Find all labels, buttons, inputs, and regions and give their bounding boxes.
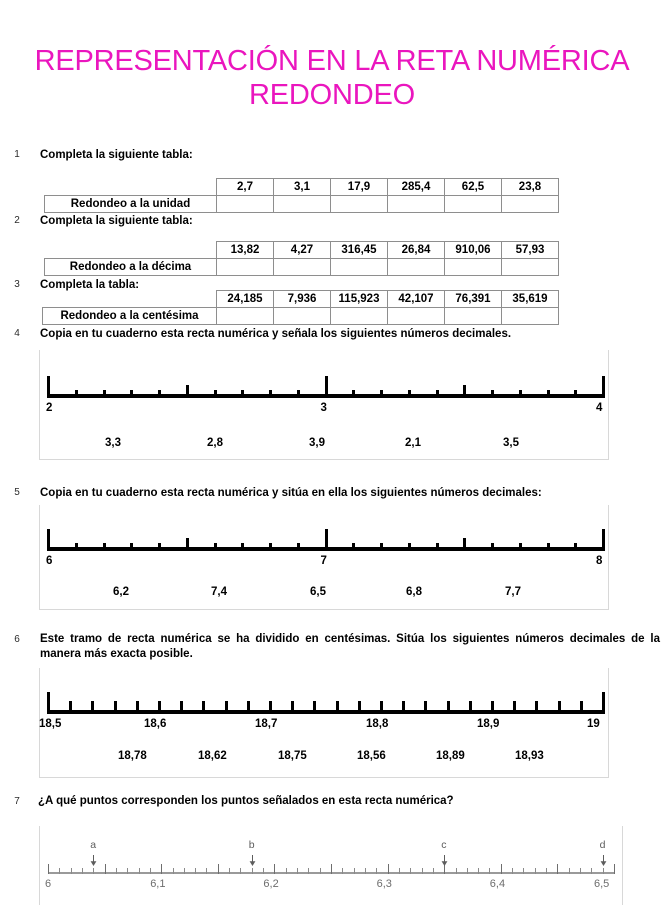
numberline-tick	[184, 868, 185, 874]
numberline-tick	[402, 701, 405, 714]
numberline-tick	[410, 868, 411, 874]
table-answer-cell[interactable]	[445, 196, 502, 213]
exercise-number-5: 5	[14, 487, 20, 498]
numberline-tick	[269, 543, 272, 551]
table-corner-cell	[45, 242, 217, 259]
answer-value: 18,89	[436, 750, 465, 762]
numberline-tick	[352, 543, 355, 551]
answer-value: 18,56	[357, 750, 386, 762]
numberline-axis-label: 2	[46, 402, 53, 414]
numberline-tick	[186, 385, 189, 398]
numberline-tick	[150, 868, 151, 874]
numberline-tick	[313, 701, 316, 714]
table-header-cell: 62,5	[445, 179, 502, 196]
page-title	[0, 44, 664, 112]
numberline-tick	[186, 538, 189, 551]
table-row	[45, 196, 559, 213]
numberline-tick	[352, 390, 355, 398]
numberline-tick	[467, 868, 468, 874]
numberline-tick	[69, 701, 72, 714]
numberline-tick	[603, 868, 604, 874]
numberline-tick	[130, 390, 133, 398]
table-answer-cell[interactable]	[331, 196, 388, 213]
table-header-cell: 910,06	[445, 242, 502, 259]
exercise-prompt-6: Este tramo de recta numérica se ha dividido en centésimas. Sitúa los siguientes números decimales de la manera más exacta posible.	[40, 633, 660, 660]
numberline-axis-label: 18,6	[144, 718, 167, 730]
table-header-cell: 35,619	[502, 291, 559, 308]
numberline-tick	[48, 864, 49, 874]
numberline-tick	[297, 390, 300, 398]
exercise-prompt-7: ¿A qué puntos corresponden los puntos señalados en esta recta numérica?	[38, 795, 454, 807]
numberline-tick	[478, 868, 479, 874]
numberline-marker-label-d: d	[599, 839, 606, 851]
numberline-tick	[93, 868, 94, 874]
exercise-prompt-4: Copia en tu cuaderno esta recta numérica y señala los siguientes números decimales.	[40, 328, 512, 340]
numberline-tick	[229, 868, 230, 874]
numberline-marker-arrow-d	[600, 853, 607, 864]
numberline-tick	[291, 701, 294, 714]
exercise-prompt-1: Completa la siguiente tabla:	[40, 149, 193, 161]
numberline-marker-label-b: b	[248, 839, 255, 851]
numberline-tick	[336, 701, 339, 714]
answer-value: 6,8	[406, 586, 422, 598]
numberline-tick	[491, 701, 494, 714]
numberline-tick	[325, 529, 328, 551]
numberline-tick	[513, 701, 516, 714]
exercise-prompt-3: Completa la tabla:	[40, 279, 140, 291]
numberline-tick	[422, 868, 423, 874]
numberline-axis-label: 6,3	[376, 878, 392, 890]
numberline-marker-arrow-c	[441, 853, 448, 864]
numberline-tick	[127, 868, 128, 874]
numberline-tick	[325, 376, 328, 398]
table-answer-cell[interactable]	[502, 259, 559, 276]
numberline-tick	[75, 390, 78, 398]
numberline-tick	[47, 376, 50, 398]
table-answer-cell[interactable]	[274, 196, 331, 213]
table-row	[43, 308, 559, 325]
answer-value: 18,93	[515, 750, 544, 762]
answer-value: 7,7	[505, 586, 521, 598]
numberline-tick	[47, 529, 50, 551]
exercise-number-3: 3	[14, 279, 20, 290]
answer-value: 18,75	[278, 750, 307, 762]
numberline-tick	[158, 701, 161, 714]
numberline-tick	[408, 390, 411, 398]
table-header-cell: 115,923	[331, 291, 388, 308]
numberline-tick	[139, 868, 140, 874]
numberline-axis-label: 19	[587, 718, 600, 730]
table-row	[45, 259, 559, 276]
numberline-axis-label: 18,9	[477, 718, 500, 730]
answer-value: 7,4	[211, 586, 227, 598]
table-answer-cell[interactable]	[502, 308, 559, 325]
numberline-tick	[491, 390, 494, 398]
numberline-tick	[136, 701, 139, 714]
exercise-number-6: 6	[14, 634, 20, 645]
numberline-axis-label: 7	[320, 555, 327, 567]
table-header-cell: 42,107	[388, 291, 445, 308]
numberline-tick	[557, 864, 558, 874]
numberline-tick	[558, 701, 561, 714]
numberline-tick	[342, 868, 343, 874]
table-header-cell: 4,27	[274, 242, 331, 259]
numberline-tick	[535, 701, 538, 714]
numberline-frame-7	[39, 826, 623, 905]
numberline-tick	[614, 864, 615, 874]
numberline-axis-label: 3	[320, 402, 327, 414]
numberline-tick	[269, 390, 272, 398]
table-answer-cell[interactable]	[388, 259, 445, 276]
table-header-row	[45, 179, 559, 196]
numberline-axis	[47, 710, 605, 714]
exercise-number-1: 1	[14, 149, 20, 160]
answer-value: 2,8	[207, 437, 223, 449]
numberline-tick	[569, 868, 570, 874]
numberline-tick	[399, 868, 400, 874]
numberline-tick	[380, 543, 383, 551]
numberline-tick	[297, 543, 300, 551]
numberline-tick	[82, 868, 83, 874]
table-row-label: Redondeo a la centésima	[43, 308, 217, 325]
numberline-axis-label: 8	[596, 555, 603, 567]
numberline-tick	[380, 701, 383, 714]
table-answer-cell[interactable]	[217, 259, 274, 276]
numberline-axis-label: 6,4	[489, 878, 506, 890]
numberline-marker-label-c: c	[441, 839, 447, 851]
numberline-tick	[286, 868, 287, 874]
table-row-label: Redondeo a la décima	[45, 259, 217, 276]
numberline-tick	[433, 868, 434, 874]
numberline-tick	[380, 390, 383, 398]
numberline-axis-label: 6,2	[263, 878, 279, 890]
rounding-table-3	[42, 290, 559, 325]
numberline-tick	[447, 701, 450, 714]
numberline-tick	[365, 868, 366, 874]
numberline-tick	[297, 868, 298, 874]
numberline-axis-label: 6,5	[594, 878, 610, 890]
numberline-tick	[269, 701, 272, 714]
numberline-tick	[491, 543, 494, 551]
exercise-prompt-2: Completa la siguiente tabla:	[40, 215, 193, 227]
rounding-table-2	[44, 241, 559, 276]
answer-value: 6,5	[310, 586, 326, 598]
numberline-axis-label: 18,7	[255, 718, 278, 730]
numberline-tick	[173, 868, 174, 874]
numberline-tick	[71, 868, 72, 874]
numberline-tick	[408, 543, 411, 551]
rounding-table-1	[44, 178, 559, 213]
numberline-tick	[161, 864, 162, 874]
table-header-cell: 24,185	[217, 291, 274, 308]
page-title-line-2: REDONDEO	[249, 79, 415, 111]
table-answer-cell[interactable]	[217, 196, 274, 213]
numberline-axis-label: 6	[46, 555, 53, 567]
numberline-tick	[241, 543, 244, 551]
table-answer-cell[interactable]	[331, 308, 388, 325]
numberline-tick	[263, 868, 264, 874]
numberline-tick	[247, 701, 250, 714]
numberline-tick	[580, 868, 581, 874]
numberline-tick	[320, 868, 321, 874]
numberline-tick	[114, 701, 117, 714]
page-title-line-1: REPRESENTACIÓN EN LA RETA NUMÉRICA	[34, 45, 630, 77]
numberline-tick	[59, 868, 60, 874]
numberline-tick	[180, 701, 183, 714]
answer-value: 3,5	[503, 437, 519, 449]
numberline-tick	[388, 864, 389, 874]
numberline-tick	[424, 701, 427, 714]
numberline-axis-label: 18,8	[366, 718, 389, 730]
numberline-tick	[501, 864, 502, 874]
numberline-tick	[331, 864, 332, 874]
table-corner-cell	[45, 179, 217, 196]
numberline-tick	[463, 385, 466, 398]
table-header-row	[45, 242, 559, 259]
answer-value: 2,1	[405, 437, 421, 449]
numberline-axis-label: 18,5	[39, 718, 62, 730]
table-header-cell: 3,1	[274, 179, 331, 196]
numberline-tick	[103, 390, 106, 398]
numberline-tick	[75, 543, 78, 551]
numberline-tick	[602, 529, 605, 551]
numberline-tick	[547, 543, 550, 551]
numberline-tick	[574, 543, 577, 551]
numberline-tick	[105, 864, 106, 874]
table-header-row	[43, 291, 559, 308]
exercise-number-7: 7	[14, 796, 20, 807]
numberline-tick	[376, 868, 377, 874]
table-answer-cell[interactable]	[274, 259, 331, 276]
table-answer-cell[interactable]	[217, 308, 274, 325]
table-header-cell: 13,82	[217, 242, 274, 259]
numberline-tick	[202, 701, 205, 714]
numberline-tick	[252, 868, 253, 874]
numberline-tick	[225, 701, 228, 714]
answer-value: 18,62	[198, 750, 227, 762]
table-answer-cell[interactable]	[388, 196, 445, 213]
numberline-tick	[519, 543, 522, 551]
numberline-marker-arrow-a	[90, 853, 97, 864]
numberline-tick	[158, 543, 161, 551]
numberline-tick	[580, 701, 583, 714]
numberline-tick	[523, 868, 524, 874]
numberline-marker-arrow-b	[249, 853, 256, 864]
numberline-tick	[535, 868, 536, 874]
numberline-tick	[214, 543, 217, 551]
table-header-cell: 7,936	[274, 291, 331, 308]
numberline-tick	[116, 868, 117, 874]
numberline-tick	[602, 376, 605, 398]
numberline-tick	[489, 868, 490, 874]
numberline-tick	[130, 543, 133, 551]
table-corner-cell	[43, 291, 217, 308]
numberline-tick	[206, 868, 207, 874]
numberline-tick	[546, 868, 547, 874]
numberline-tick	[519, 390, 522, 398]
numberline-tick	[308, 868, 309, 874]
numberline-tick	[463, 538, 466, 551]
table-header-cell: 26,84	[388, 242, 445, 259]
numberline-axis-label: 6	[45, 878, 52, 890]
table-header-cell: 57,93	[502, 242, 559, 259]
numberline-axis-label: 4	[596, 402, 603, 414]
numberline-tick	[241, 390, 244, 398]
table-header-cell: 76,391	[445, 291, 502, 308]
numberline-tick	[358, 701, 361, 714]
numberline-tick	[218, 864, 219, 874]
table-answer-cell[interactable]	[502, 196, 559, 213]
table-answer-cell[interactable]	[388, 308, 445, 325]
numberline-tick	[547, 390, 550, 398]
numberline-tick	[436, 390, 439, 398]
answer-value: 18,78	[118, 750, 147, 762]
table-answer-cell[interactable]	[445, 308, 502, 325]
numberline-tick	[274, 864, 275, 874]
numberline-tick	[103, 543, 106, 551]
numberline-tick	[214, 390, 217, 398]
numberline-tick	[354, 868, 355, 874]
numberline-tick	[512, 868, 513, 874]
answer-value: 3,3	[105, 437, 121, 449]
table-answer-cell[interactable]	[331, 259, 388, 276]
table-answer-cell[interactable]	[274, 308, 331, 325]
table-header-cell: 17,9	[331, 179, 388, 196]
table-header-cell: 2,7	[217, 179, 274, 196]
numberline-tick	[91, 701, 94, 714]
numberline-tick	[240, 868, 241, 874]
numberline-axis-label: 6,1	[150, 878, 166, 890]
table-answer-cell[interactable]	[445, 259, 502, 276]
numberline-tick	[602, 692, 605, 714]
table-header-cell: 285,4	[388, 179, 445, 196]
numberline-tick	[469, 701, 472, 714]
table-row-label: Redondeo a la unidad	[45, 196, 217, 213]
numberline-tick	[591, 868, 592, 874]
numberline-tick	[574, 390, 577, 398]
numberline-tick	[158, 390, 161, 398]
exercise-number-4: 4	[14, 328, 20, 339]
numberline-tick	[195, 868, 196, 874]
numberline-marker-label-a: a	[90, 839, 97, 851]
numberline-tick	[436, 543, 439, 551]
table-header-cell: 23,8	[502, 179, 559, 196]
numberline-tick	[47, 692, 50, 714]
exercise-number-2: 2	[14, 215, 20, 226]
table-header-cell: 316,45	[331, 242, 388, 259]
answer-value: 6,2	[113, 586, 129, 598]
answer-value: 3,9	[309, 437, 325, 449]
numberline-tick	[456, 868, 457, 874]
exercise-prompt-5: Copia en tu cuaderno esta recta numérica y sitúa en ella los siguientes números decimales:	[40, 487, 542, 499]
